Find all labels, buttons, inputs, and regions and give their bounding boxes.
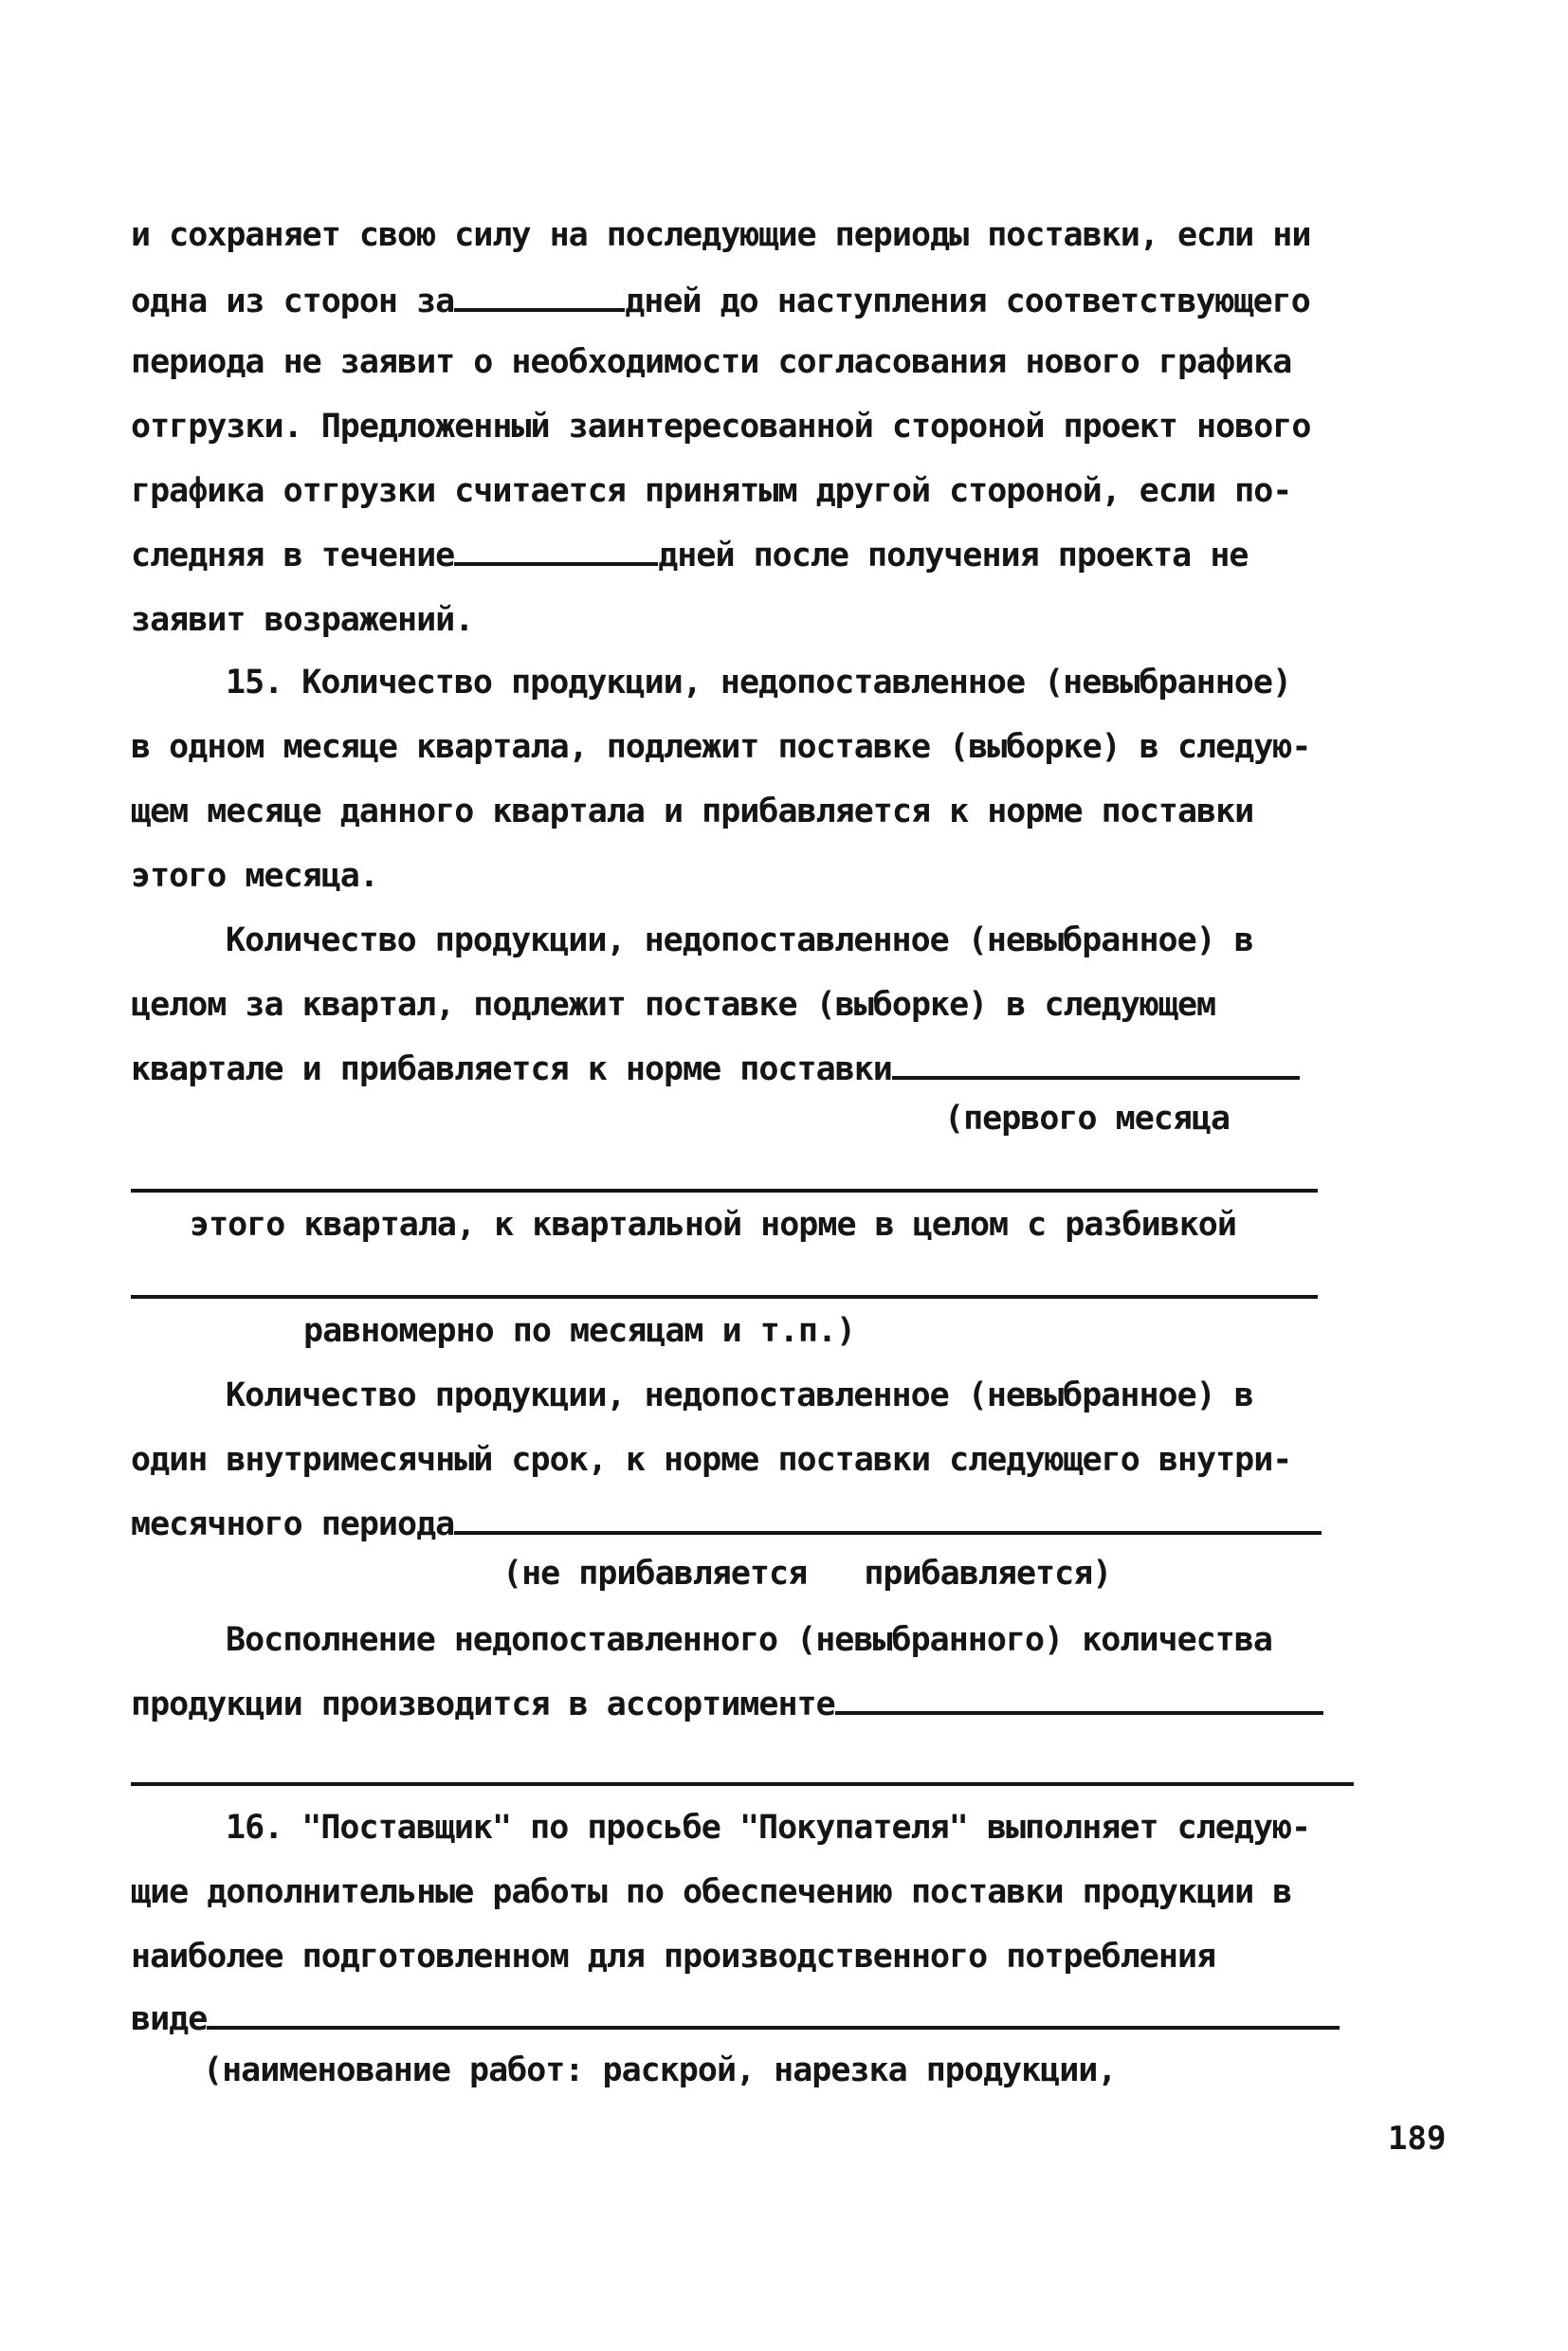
text-line: Количество продукции, недопоставленное (невыбранное) в <box>226 1376 1253 1414</box>
text-line <box>131 1505 1322 1543</box>
text-fragment: дней после получения проекта не <box>658 537 1249 574</box>
text-line: щем месяце данного квартала и прибавляется к норме поставки <box>131 793 1254 830</box>
text-line <box>131 1050 1300 1088</box>
text-fragment: дней до наступления соответствующего <box>625 282 1310 320</box>
text-fragment: виде <box>131 2000 208 2038</box>
fill-in-rule <box>131 1189 1318 1193</box>
fill-in-blank <box>454 295 625 312</box>
text-line: периода не заявит о необходимости согласования нового графика <box>131 343 1292 381</box>
text-line <box>131 2000 1340 2038</box>
blank-hint: (наименование работ: раскрой, нарезка продукции, <box>203 2051 1117 2089</box>
text-line: и сохраняет свою силу на последующие периоды поставки, если ни <box>131 216 1311 254</box>
text-line: заявит возражений. <box>131 601 474 639</box>
text-line: целом за квартал, подлежит поставке (выборке) в следующем <box>131 986 1216 1024</box>
section-16-heading: 16. "Поставщик" по просьбе "Покупателя" выполняет следую- <box>226 1809 1311 1847</box>
text-line <box>131 1686 1323 1723</box>
blank-hint: равномерно по месяцам и т.п.) <box>303 1312 856 1350</box>
text-fragment: следняя в течение <box>131 537 455 574</box>
text-line: один внутримесячный срок, к норме поставки следующего внутри- <box>131 1441 1292 1479</box>
fill-in-blank <box>892 1063 1300 1080</box>
text-fragment: одна из сторон за <box>131 282 455 320</box>
text-line: Восполнение недопоставленного (невыбранного) количества <box>226 1621 1272 1659</box>
text-line: Количество продукции, недопоставленное (невыбранное) в <box>226 921 1253 959</box>
blank-hint: (не прибавляется прибавляется) <box>502 1555 1112 1593</box>
text-fragment: квартале и прибавляется к норме поставки <box>131 1050 892 1088</box>
fill-in-blank <box>835 1698 1323 1715</box>
text-line: графика отгрузки считается принятым другой стороной, если по- <box>131 472 1292 510</box>
text-line: щие дополнительные работы по обеспечению поставки продукции в <box>131 1873 1292 1911</box>
blank-hint: этого квартала, к квартальной норме в целом с разбивкой <box>190 1206 1236 1244</box>
fill-in-blank <box>454 1518 1322 1535</box>
section-15-heading: 15. Количество продукции, недопоставленное (невыбранное) <box>226 664 1292 702</box>
text-line: наиболее подготовленном для производственного потребления <box>131 1938 1216 1976</box>
text-line <box>131 537 1248 574</box>
text-line <box>131 282 1310 320</box>
text-line: отгрузки. Предложенный заинтересованной стороной проект нового <box>131 408 1311 446</box>
text-fragment: месячного периода <box>131 1505 455 1543</box>
page-number: 189 <box>1388 2120 1447 2158</box>
text-line: этого месяца. <box>131 857 378 895</box>
blank-hint: (первого месяца <box>944 1100 1231 1138</box>
fill-in-blank <box>454 549 658 566</box>
fill-in-rule <box>131 1782 1354 1786</box>
fill-in-rule <box>131 1295 1318 1299</box>
text-line: в одном месяце квартала, подлежит поставке (выборке) в следую- <box>131 728 1311 766</box>
fill-in-blank <box>207 2013 1340 2030</box>
text-fragment: продукции производится в ассортименте <box>131 1686 835 1723</box>
